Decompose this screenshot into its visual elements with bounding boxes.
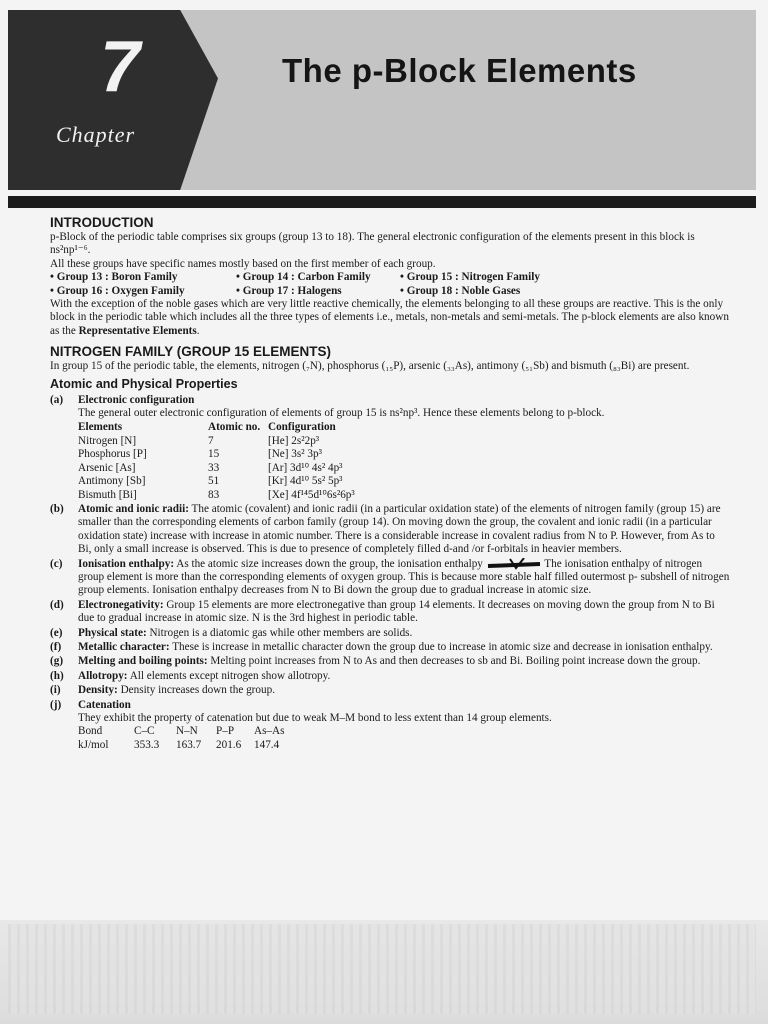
group-list [50, 271, 730, 298]
item-d: (d) Electronegativity: Group 15 elements are more electronegative than group 14 elements. It decreases on moving down the group from N to Bi due to gradual increase in atomic size. N is the 3rd highest in periodic table. [50, 598, 715, 625]
item-j: (j) Catenation They exhibit the property of catenation but due to weak M–M bond to less extent than 14 group elements. Bond C–C N–N P–P As–As kJ/mol 353.3 163.7 201.6 147.4 [50, 699, 730, 753]
group-item: • Group 13 : Boron Family [50, 271, 178, 284]
chapter-number: 7 [99, 27, 141, 107]
item-i: (i) Density: Density increases down the group. [50, 684, 275, 697]
group-item: • Group 14 : Carbon Family [236, 271, 371, 284]
ink-scribble-icon [486, 558, 542, 570]
representative-elements-term: Representative Elements [78, 324, 197, 337]
nitrogen-heading: NITROGEN FAMILY (GROUP 15 ELEMENTS) [50, 344, 332, 360]
item-title: Electronic configuration [78, 393, 195, 406]
item-b: (b) Atomic and ionic radii: The atomic (covalent) and ionic radii (in a particular oxidation state) of the elements of nitrogen family (group 15) are smaller than the corresponding elements of carbon family (group 14). On moving down the group, the covalent and ionic radii (in a particular oxidation state) increase with increase in atomic number. There is a considerable increase in covalent radius from N to P. However, from As to Bi, only a small increase is observed. This is due to presence of completely filled d-and /or f-orbitals in heavier members. [50, 502, 721, 556]
bond-energy-table: Bond C–C N–N P–P As–As kJ/mol 353.3 163.7 201.6 147.4 [78, 725, 285, 751]
properties-heading: Atomic and Physical Properties [50, 376, 238, 391]
item-a: (a) Electronic configuration The general outer electronic configuration of elements of group 15 is ns²np³. Hence these elements belong to p-block. Elements Atomic no. Configuration Nitrogen [N] 7 [He] 2s²2p³ Phosphorus [P] 15 [Ne] 3s² 3p³ Arsenic [As] 33 [Ar] 3d¹⁰ 4s² 4p³ Antimony [Sb] 51 [Kr] 4d¹⁰ 5s² 5p³ Bismuth [Bi] 83 [Xe] 4f¹⁴5d¹⁰6s²6p³ [50, 394, 730, 502]
header-divider [8, 196, 756, 208]
chapter-label: Chapter [56, 122, 136, 147]
item-e: (e) Physical state: Nitrogen is a diatomic gas while other members are solids. [50, 626, 413, 639]
item-c: (c) Ionisation enthalpy: As the atomic size increases down the group, the ionisation enthalpy The ionisation enthalpy of nitrogen group element is more than the corresponding elements of oxygen group. This is because more stable half filled outermost p- subshell of nitrogen group elements. Ionisation enthalpy decreases from N to Bi down the group due to gradual increase in atomic size. [50, 557, 730, 597]
item-f: (f) Metallic character: These is increase in metallic character down the group due to increase in atomic size and decrease in ionisation enthalpy. [50, 640, 713, 653]
scan-artifact-stripes [8, 924, 756, 1014]
intro-paragraph-1: p-Block of the periodic table comprises six groups (group 13 to 18). The general electronic configuration of the elements present in this block is ns²np¹⁻⁶. [50, 231, 695, 257]
intro-heading: INTRODUCTION [50, 215, 154, 230]
main-content [50, 214, 730, 752]
item-g: (g) Melting and boiling points: Melting point increases from N to As and then decreases to sb and Bi. Boiling point increase down the group. [50, 655, 701, 668]
intro-paragraph-3: With the exception of the noble gases which are very little reactive chemically, the elements belonging to all these groups are reactive. This is the only block in the periodic table which includes all the three types of elements i.e., metals, non-metals and semi-metals. The p-block elements are also known as the Representative Elements. [50, 298, 729, 337]
group-item: • Group 15 : Nitrogen Family [400, 271, 540, 284]
item-h: (h) Allotropy: All elements except nitrogen show allotropy. [50, 669, 331, 682]
group-item: • Group 17 : Halogens [236, 284, 342, 297]
group-item: • Group 16 : Oxygen Family [50, 284, 185, 297]
configuration-table: Elements Atomic no. Configuration Nitrogen [N] 7 [He] 2s²2p³ Phosphorus [P] 15 [Ne] 3s² 3p³ Arsenic [As] 33 [Ar] 3d¹⁰ 4s² 4p³ Antimony [Sb] 51 [Kr] 4d¹⁰ 5s² 5p³ Bismuth [Bi] 83 [Xe] 4f¹⁴5d¹⁰6s²6p³ [78, 421, 355, 501]
intro-paragraph-2: All these groups have specific names mostly based on the first member of each group. [50, 257, 436, 270]
nitrogen-intro: In group 15 of the periodic table, the elements, nitrogen (₇N), phosphorus (₁₅P), arsenic (₃₃As), antimony (₅₁Sb) and bismuth (₈₃Bi) are present. [50, 360, 690, 373]
group-item: • Group 18 : Noble Gases [400, 284, 521, 297]
page-title: The p-Block Elements [282, 52, 637, 89]
item-text: The general outer electronic configuration of elements of group 15 is ns²np³. Hence these elements belong to p-block. [78, 407, 605, 420]
